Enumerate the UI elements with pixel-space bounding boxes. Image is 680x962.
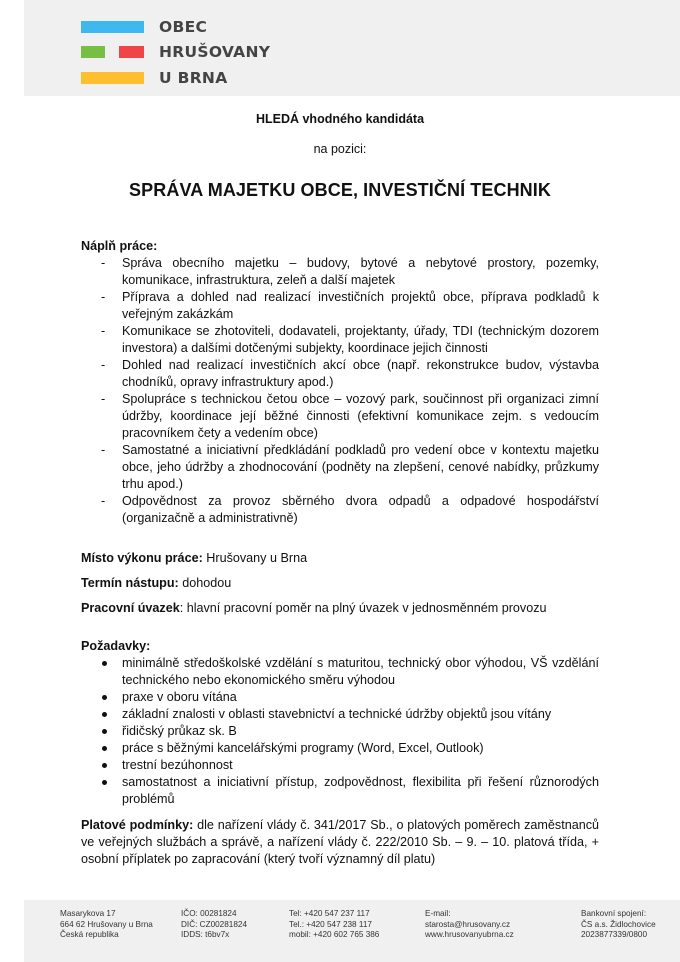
footer-email-label: E-mail: [425, 909, 451, 918]
list-item-text: Správa obecního majetku – budovy, bytové a nebytové prostory, pozemky, komunikace, infrastruktura, zeleň a další majetek [122, 256, 599, 287]
bullet-icon [102, 746, 107, 751]
logo-bar-red [119, 46, 144, 58]
list-item [81, 493, 599, 527]
bullet-icon [102, 695, 107, 700]
salary-text: dle nařízení vlády č. 341/2017 Sb., o platových poměrech zaměstnanců ve veřejných službách a správě, a nařízení vlády č. 222/2010 Sb. – 9. – 10. platová třída, + osobní příplatek po zapracování (který tvoří významný díl platu) [81, 818, 600, 866]
list-item-text: Samostatné a iniciativní předkládání podkladů pro vedení obce v kontextu majetku obce, jeho údržby a zhodnocování (podněty na zlepšení, cenové nabídky, průzkumy trhu apod.) [122, 443, 599, 491]
duties-heading: Náplň práce: [81, 239, 158, 253]
list-item [81, 757, 599, 774]
bullet-icon [102, 712, 107, 717]
job-title: SPRÁVA MAJETKU OBCE, INVESTIČNÍ TECHNIK [129, 180, 551, 200]
work-place-value: Hrušovany u Brna [202, 551, 308, 565]
requirements-list [81, 655, 599, 808]
footer-address-line: 664 62 Hrušovany u Brna [60, 919, 153, 929]
logo-bar-green [81, 46, 105, 58]
list-item-text: minimálně středoškolské vzdělání s maturitou, technický obor výhodou, VŠ vzdělání technického nebo ekonomického směru výhodou [122, 656, 599, 687]
footer-phone-line: mobil: +420 602 765 386 [289, 930, 380, 940]
letterhead-header [24, 0, 680, 96]
list-item-text: práce s běžnými kancelářskými programy (Word, Excel, Outlook) [122, 741, 484, 755]
salary-section [81, 817, 599, 868]
logo-text-obec: OBEC [159, 18, 208, 36]
work-place-row [81, 550, 599, 567]
requirements-section [81, 638, 599, 808]
dash-marker: - [101, 256, 106, 270]
list-item-text: trestní bezúhonnost [122, 758, 233, 772]
list-item [81, 706, 599, 723]
dash-marker: - [101, 443, 106, 457]
list-item [81, 323, 599, 357]
footer-website-link[interactable]: www.hrusovanyubrna.cz [425, 930, 514, 940]
work-place-label: Místo výkonu práce: [81, 551, 203, 565]
start-date-label: Termín nástupu: [81, 576, 179, 590]
employment-type-row [81, 600, 641, 617]
footer-bank-line: Bankovní spojení: [581, 909, 647, 918]
logo-bar-blue [81, 21, 144, 33]
list-item [81, 689, 599, 706]
duties-list [81, 255, 599, 527]
footer-id-line: IČO: 00281824 [181, 909, 237, 918]
dash-marker: - [101, 358, 106, 372]
footer-ids [181, 909, 247, 941]
bullet-icon [102, 729, 107, 734]
footer-address-line: Masarykova 17 [60, 909, 116, 918]
list-item [81, 723, 599, 740]
dash-marker: - [101, 290, 106, 304]
footer-contacts [425, 909, 514, 941]
list-item-text: řidičský průkaz sk. B [122, 724, 237, 738]
list-item-text: Komunikace se zhotoviteli, dodavateli, projektanty, úřady, TDI (technickým dozorem investora) a dalšími dotčenými subjekty, koordinace jejich činnosti [122, 324, 599, 355]
salary-label: Platové podmínky: [81, 818, 194, 832]
letterhead-footer [24, 900, 680, 962]
logo-text-u-brna: U BRNA [159, 69, 228, 87]
footer-address [60, 909, 153, 941]
seeking-candidate-text: HLEDÁ vhodného kandidáta [255, 112, 425, 126]
employment-type-label: Pracovní úvazek [81, 601, 180, 615]
dash-marker: - [101, 392, 106, 406]
footer-bank-line: ČS a.s. Židlochovice [581, 919, 656, 929]
list-item [81, 442, 599, 493]
list-item [81, 740, 599, 757]
footer-phone-line: Tel: +420 547 237 117 [289, 909, 370, 918]
list-item-text: Spolupráce s technickou četou obce – vozový park, součinnost při organizaci zimní údržby, koordinace její běžné činnosti (efektivní komunikace zejm. s vedoucím pracovníkem čety a vedením obce) [122, 392, 599, 440]
list-item-text: praxe v oboru vítána [122, 690, 237, 704]
logo-bar-yellow [81, 72, 144, 84]
list-item-text: základní znalosti v oblasti stavebnictví a technické údržby objektů jsou vítány [122, 707, 552, 721]
list-item [81, 289, 599, 323]
employment-type-value: : hlavní pracovní poměr na plný úvazek v jednosměnném provozu [179, 601, 547, 615]
position-label: na pozici: [313, 142, 367, 156]
footer-id-line: IDDS: t6bv7x [181, 930, 230, 940]
footer-id-line: DIČ: CZ00281824 [181, 919, 247, 929]
footer-phone-line: Tel.: +420 547 238 117 [289, 919, 372, 929]
dash-marker: - [101, 324, 106, 338]
footer-bank-line: 2023877339/0800 [581, 930, 648, 940]
list-item [81, 357, 599, 391]
bullet-icon [102, 763, 107, 768]
list-item-text: samostatnost a iniciativní přístup, zodpovědnost, flexibilita při řešení různorodých problémů [122, 775, 599, 806]
start-date-row [81, 575, 599, 592]
bullet-icon [102, 780, 107, 785]
footer-email-link[interactable]: starosta@hrusovany.cz [425, 919, 511, 929]
list-item-text: Odpovědnost za provoz sběrného dvora odpadů a odpadové hospodářství (organizačně a administrativně) [122, 494, 599, 525]
list-item [81, 255, 599, 289]
dash-marker: - [101, 494, 106, 508]
list-item-text: Dohled nad realizací investičních akcí obce (např. rekonstrukce budov, výstavba chodníků, opravy infrastruktury apod.) [122, 358, 599, 389]
start-date-value: dohodou [178, 576, 232, 590]
logo-text-hrusovany: HRUŠOVANY [159, 43, 271, 61]
bullet-icon [102, 661, 107, 666]
footer-address-line: Česká republika [60, 930, 119, 940]
requirements-heading: Požadavky: [81, 639, 151, 653]
list-item [81, 391, 599, 442]
footer-bank [581, 909, 656, 941]
list-item [81, 655, 599, 689]
list-item [81, 774, 599, 808]
duties-section [81, 238, 599, 527]
footer-phones [289, 909, 379, 941]
list-item-text: Příprava a dohled nad realizací investičních projektů obce, příprava podkladů k veřejným zakázkám [122, 290, 599, 321]
